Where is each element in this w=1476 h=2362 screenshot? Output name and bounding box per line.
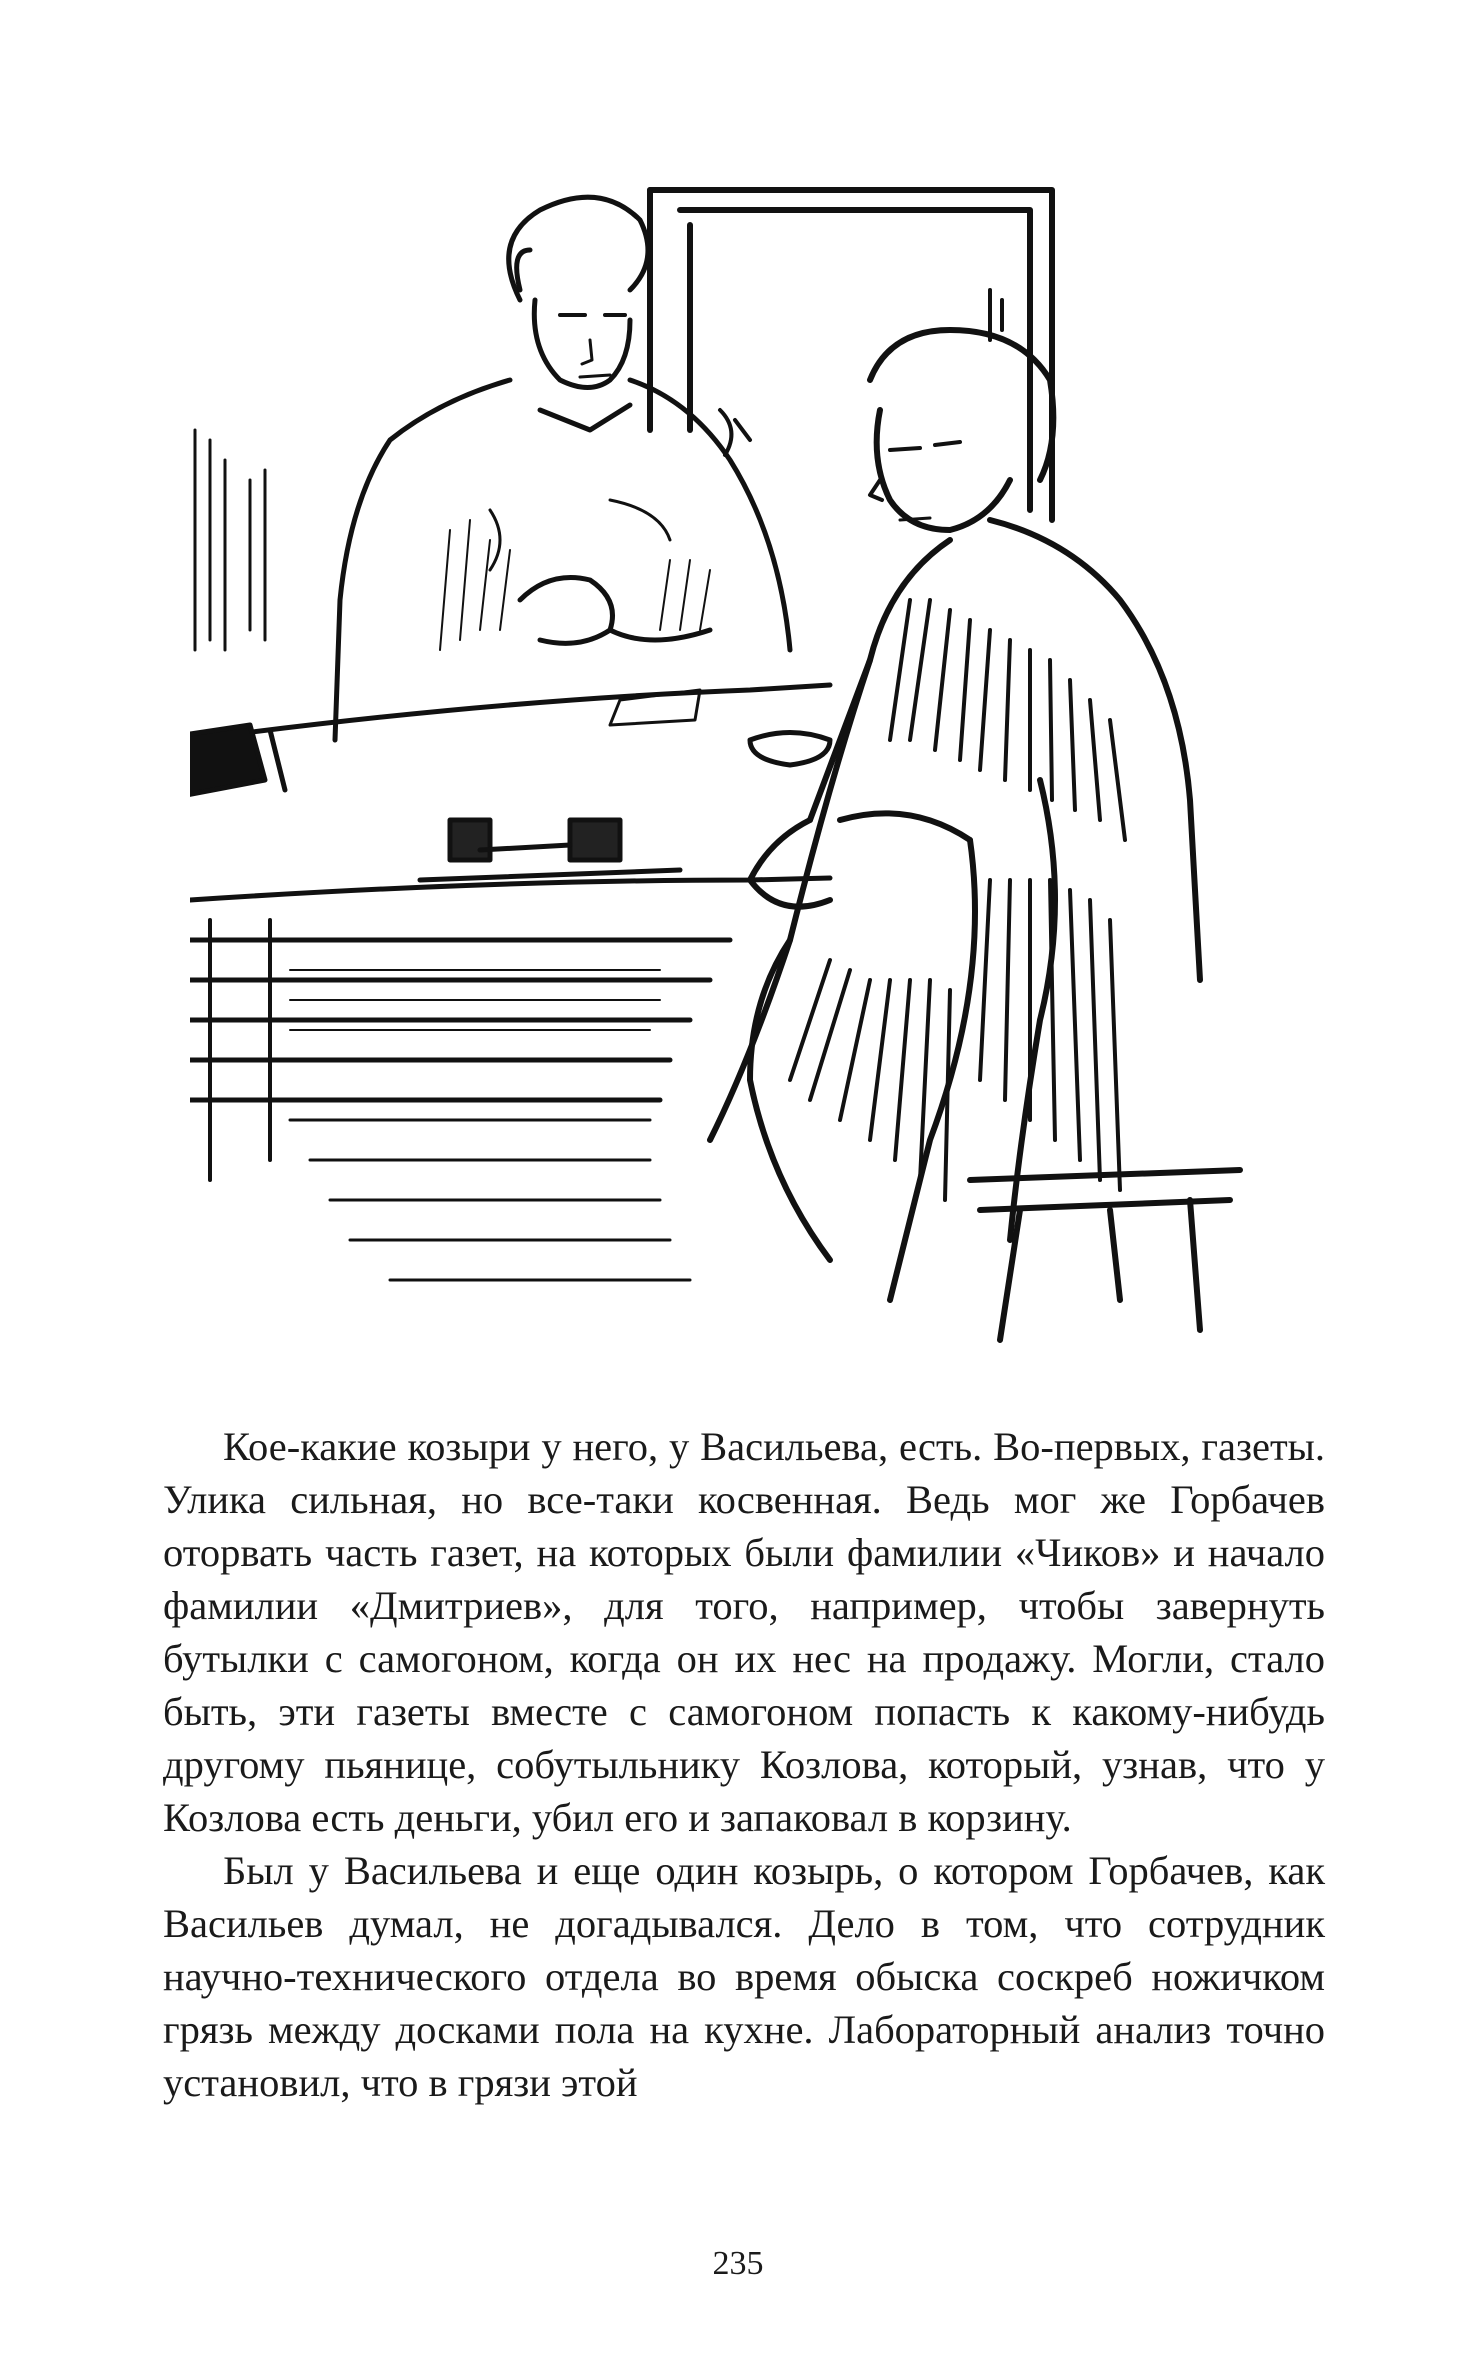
interrogation-illustration [190, 180, 1270, 1380]
desk-objects [190, 690, 830, 880]
main-text [163, 1420, 1325, 2109]
suspect-figure [710, 330, 1200, 1300]
page-number: 235 [712, 2245, 764, 2282]
floor-hatching [290, 1120, 690, 1280]
paragraph-1: Кое-какие козыри у него, у Васильева, есть. Во-первых, газеты. Улика сильная, но все-таки косвенная. Ведь мог же Горбачев оторвать часть газет, на которых были фамилии «Чиков» и начало фамилии «Дмитриев», для того, например, чтобы завернуть бутылки с самогоном, когда он их нес на продажу. Могли, стало быть, эти газеты вместе с самогоном попасть к какому-нибудь другому пьянице, собутыльнику Козлова, который, узнав, что у Козлова есть деньги, убил его и запаковал в корзину. [163, 1424, 1325, 1840]
door-frame [650, 190, 1052, 520]
stool [970, 1170, 1240, 1340]
paragraph-2: Был у Васильева и еще один козырь, о котором Горбачев, как Васильев думал, не догадывался. Дело в том, что сотрудник научно-технического отдела во время обыска соскреб ножичком грязь между досками пола на кухне. Лабораторный анализ точно установил, что в грязи этой [163, 1848, 1325, 2105]
officer-figure [335, 197, 790, 740]
desk [190, 685, 830, 1180]
wall-hatching [190, 430, 265, 660]
